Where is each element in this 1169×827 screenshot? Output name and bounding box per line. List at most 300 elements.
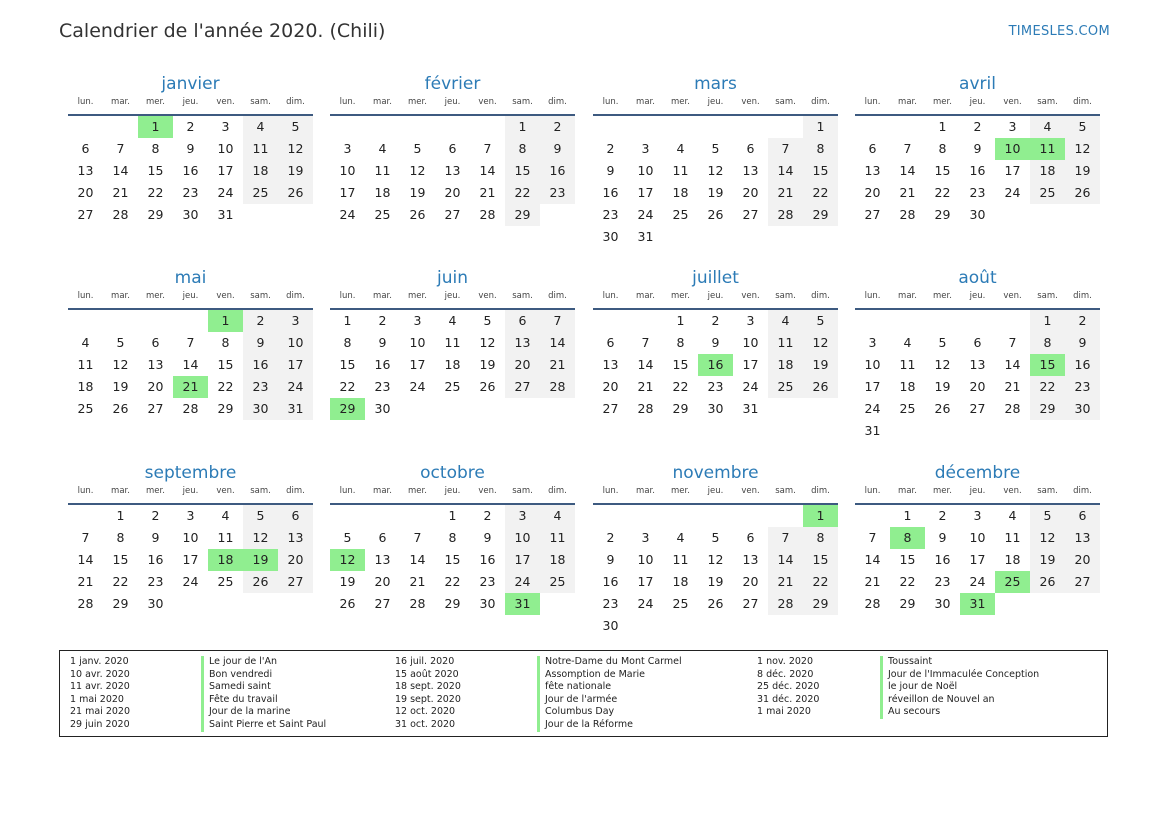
weekday-label: mar. — [898, 486, 917, 496]
legend-date: 12 oct. 2020 — [395, 706, 456, 718]
day-cell: 9 — [973, 141, 982, 156]
day-cell: 6 — [1065, 505, 1100, 527]
day-cell: 17 — [742, 357, 759, 372]
day-cell: 8 — [803, 527, 838, 549]
day-cell: 5 — [711, 530, 720, 545]
day-cell: 21 — [409, 574, 426, 589]
month-name: mai — [174, 268, 207, 288]
day-cell: 14 — [768, 549, 803, 571]
weekday-label: ven. — [741, 486, 760, 496]
day-cell: 6 — [505, 310, 540, 332]
weekday-label: jeu. — [182, 291, 199, 301]
day-cell: 8 — [151, 141, 160, 156]
holiday-day-cell: 16 — [698, 354, 733, 376]
weekday-header — [68, 486, 313, 500]
day-cell: 5 — [483, 313, 492, 328]
day-cell: 5 — [116, 335, 125, 350]
day-cell: 25 — [540, 571, 575, 593]
legend-names-column-1 — [201, 656, 326, 732]
weekday-label: lun. — [77, 486, 94, 496]
holiday-day-cell: 1 — [803, 505, 838, 527]
day-cell: 5 — [1030, 505, 1065, 527]
day-cell: 10 — [637, 163, 654, 178]
weekday-label: ven. — [741, 291, 760, 301]
day-cell: 20 — [602, 379, 619, 394]
weekday-label: mar. — [898, 97, 917, 107]
day-cell: 26 — [112, 401, 129, 416]
month-name: octobre — [420, 463, 485, 483]
weekday-label: ven. — [478, 97, 497, 107]
day-cell: 27 — [444, 207, 461, 222]
day-cell: 30 — [969, 207, 986, 222]
day-cell: 11 — [672, 163, 689, 178]
day-cell: 13 — [742, 163, 759, 178]
page-title: Calendrier de l'année 2020. (Chili) — [59, 20, 386, 42]
month-name: avril — [959, 74, 996, 94]
day-cell: 15 — [444, 552, 461, 567]
day-cell: 13 — [602, 357, 619, 372]
day-cell: 31 — [637, 229, 654, 244]
day-grid — [593, 310, 838, 464]
day-cell: 28 — [182, 401, 199, 416]
day-cell: 19 — [707, 574, 724, 589]
weekday-label: jeu. — [969, 486, 986, 496]
day-cell: 1 — [938, 119, 947, 134]
day-cell: 4 — [243, 116, 278, 138]
day-cell: 28 — [864, 596, 881, 611]
day-cell: 7 — [413, 530, 422, 545]
holiday-day-cell: 19 — [243, 549, 278, 571]
day-cell: 13 — [864, 163, 881, 178]
day-cell: 18 — [243, 160, 278, 182]
day-cell: 2 — [483, 508, 492, 523]
legend-date: 1 nov. 2020 — [757, 656, 813, 667]
weekday-label: sam. — [512, 486, 533, 496]
day-cell: 17 — [339, 185, 356, 200]
day-cell: 25 — [217, 574, 234, 589]
day-cell: 3 — [343, 141, 352, 156]
brand-link[interactable]: TIMESLES.COM — [1008, 24, 1110, 39]
day-cell: 23 — [374, 379, 391, 394]
holiday-day-cell: 11 — [1030, 138, 1065, 160]
day-cell: 10 — [969, 530, 986, 545]
weekday-label: sam. — [775, 97, 796, 107]
day-cell: 5 — [938, 335, 947, 350]
day-cell: 28 — [479, 207, 496, 222]
weekday-header — [855, 291, 1100, 305]
holiday-day-cell: 1 — [138, 116, 173, 138]
weekday-label: lun. — [602, 97, 619, 107]
day-cell: 16 — [540, 160, 575, 182]
day-cell: 21 — [77, 574, 94, 589]
day-cell: 12 — [707, 163, 724, 178]
legend-holiday-name: réveillon de Nouvel an — [880, 694, 1039, 707]
day-cell: 4 — [221, 508, 230, 523]
day-cell: 9 — [711, 335, 720, 350]
day-cell: 29 — [444, 596, 461, 611]
weekday-label: mer. — [146, 97, 165, 107]
day-cell: 25 — [77, 401, 94, 416]
day-cell: 20 — [864, 185, 881, 200]
day-cell: 23 — [602, 207, 619, 222]
day-cell: 26 — [479, 379, 496, 394]
legend-date: 31 oct. 2020 — [395, 718, 456, 730]
day-cell: 25 — [672, 596, 689, 611]
weekday-label: ven. — [1003, 486, 1022, 496]
day-cell: 18 — [444, 357, 461, 372]
day-cell: 1 — [116, 508, 125, 523]
day-cell: 21 — [768, 182, 803, 204]
day-cell: 20 — [374, 574, 391, 589]
weekday-label: mer. — [933, 291, 952, 301]
day-cell: 24 — [637, 596, 654, 611]
day-cell: 22 — [444, 574, 461, 589]
day-cell: 7 — [868, 530, 877, 545]
day-cell: 16 — [1065, 354, 1100, 376]
day-cell: 3 — [1008, 119, 1017, 134]
day-cell: 25 — [444, 379, 461, 394]
weekday-label: jeu. — [444, 486, 461, 496]
weekday-label: jeu. — [969, 291, 986, 301]
legend-date: 1 mai 2020 — [70, 693, 124, 705]
day-cell: 27 — [742, 596, 759, 611]
day-cell: 4 — [81, 335, 90, 350]
day-cell: 23 — [1065, 376, 1100, 398]
day-cell: 5 — [278, 116, 313, 138]
day-cell: 3 — [868, 335, 877, 350]
day-cell: 14 — [899, 163, 916, 178]
weekday-label: ven. — [1003, 97, 1022, 107]
day-cell: 12 — [243, 527, 278, 549]
weekday-label: dim. — [1073, 97, 1092, 107]
day-cell: 24 — [409, 379, 426, 394]
day-cell: 13 — [505, 332, 540, 354]
day-cell: 4 — [448, 313, 457, 328]
weekday-label: lun. — [339, 486, 356, 496]
holiday-day-cell: 25 — [995, 571, 1030, 593]
day-cell: 15 — [934, 163, 951, 178]
legend-dates-column-2 — [395, 656, 461, 732]
weekday-header — [330, 486, 575, 500]
weekday-label: mer. — [933, 97, 952, 107]
day-grid — [593, 116, 838, 270]
day-cell: 29 — [803, 204, 838, 226]
weekday-label: ven. — [216, 291, 235, 301]
legend-date: 10 avr. 2020 — [70, 668, 130, 680]
day-grid — [855, 116, 1100, 270]
weekday-header — [855, 486, 1100, 500]
day-cell: 30 — [243, 398, 278, 420]
day-cell: 18 — [672, 574, 689, 589]
month-name: janvier — [161, 74, 220, 94]
holiday-day-cell: 12 — [330, 549, 365, 571]
day-cell: 20 — [278, 549, 313, 571]
day-grid — [330, 116, 575, 270]
weekday-label: lun. — [602, 486, 619, 496]
day-cell: 27 — [742, 207, 759, 222]
legend-holiday-name: Samedi saint — [201, 681, 326, 694]
legend-holiday-name: Bon vendredi — [201, 669, 326, 682]
legend-date: 8 déc. 2020 — [757, 668, 814, 680]
day-cell: 16 — [243, 354, 278, 376]
day-cell: 26 — [409, 207, 426, 222]
day-cell: 9 — [938, 530, 947, 545]
legend-holiday-name: Jour de la Réforme — [537, 719, 682, 732]
day-cell: 4 — [903, 335, 912, 350]
day-cell: 7 — [903, 141, 912, 156]
day-cell: 6 — [448, 141, 457, 156]
day-cell: 24 — [505, 571, 540, 593]
day-cell: 20 — [147, 379, 164, 394]
day-cell: 6 — [606, 335, 615, 350]
day-cell: 2 — [938, 508, 947, 523]
weekday-label: sam. — [1037, 486, 1058, 496]
day-cell: 30 — [707, 401, 724, 416]
day-cell: 22 — [112, 574, 129, 589]
legend-dates-column-1 — [70, 656, 130, 732]
day-cell: 17 — [1004, 163, 1021, 178]
day-cell: 4 — [540, 505, 575, 527]
day-cell: 29 — [803, 593, 838, 615]
day-grid — [68, 116, 313, 270]
day-cell: 25 — [672, 207, 689, 222]
day-cell: 29 — [672, 401, 689, 416]
legend-holiday-name: Columbus Day — [537, 706, 682, 719]
weekday-header — [330, 291, 575, 305]
day-cell: 30 — [602, 229, 619, 244]
day-cell: 11 — [540, 527, 575, 549]
day-grid — [68, 310, 313, 464]
day-cell: 12 — [707, 552, 724, 567]
day-cell: 26 — [803, 376, 838, 398]
weekday-label: dim. — [286, 291, 305, 301]
day-cell: 9 — [483, 530, 492, 545]
day-cell: 17 — [637, 574, 654, 589]
day-cell: 11 — [77, 357, 94, 372]
day-cell: 3 — [746, 313, 755, 328]
weekday-label: mar. — [373, 486, 392, 496]
weekday-label: jeu. — [182, 97, 199, 107]
day-cell: 25 — [374, 207, 391, 222]
day-cell: 24 — [742, 379, 759, 394]
day-cell: 6 — [746, 141, 755, 156]
month-name: février — [424, 74, 481, 94]
day-cell: 16 — [969, 163, 986, 178]
day-cell: 19 — [409, 185, 426, 200]
holiday-day-cell: 1 — [208, 310, 243, 332]
weekday-label: sam. — [250, 486, 271, 496]
day-cell: 26 — [1030, 571, 1065, 593]
day-cell: 21 — [899, 185, 916, 200]
weekday-label: mer. — [408, 486, 427, 496]
day-cell: 5 — [243, 505, 278, 527]
weekday-label: mer. — [671, 486, 690, 496]
day-cell: 19 — [934, 379, 951, 394]
day-cell: 4 — [1008, 508, 1017, 523]
day-cell: 12 — [409, 163, 426, 178]
legend-date: 29 juin 2020 — [70, 718, 130, 730]
day-cell: 8 — [505, 138, 540, 160]
month-name: novembre — [672, 463, 759, 483]
day-cell: 20 — [77, 185, 94, 200]
day-cell: 9 — [151, 530, 160, 545]
day-cell: 11 — [217, 530, 234, 545]
day-cell: 26 — [339, 596, 356, 611]
month-name: juillet — [692, 268, 739, 288]
day-cell: 10 — [278, 332, 313, 354]
day-cell: 10 — [864, 357, 881, 372]
holiday-day-cell: 21 — [173, 376, 208, 398]
legend-date: 18 sept. 2020 — [395, 681, 461, 693]
weekday-label: ven. — [1003, 291, 1022, 301]
month-name: août — [958, 268, 997, 288]
day-cell: 21 — [637, 379, 654, 394]
day-cell: 24 — [864, 401, 881, 416]
day-cell: 31 — [742, 401, 759, 416]
day-cell: 30 — [147, 596, 164, 611]
day-cell: 27 — [1065, 571, 1100, 593]
weekday-header — [68, 97, 313, 111]
weekday-label: jeu. — [444, 97, 461, 107]
weekday-label: mar. — [636, 486, 655, 496]
legend-date: 25 déc. 2020 — [757, 681, 820, 693]
day-cell: 11 — [768, 332, 803, 354]
weekday-label: jeu. — [707, 291, 724, 301]
day-cell: 30 — [479, 596, 496, 611]
weekday-label: ven. — [216, 486, 235, 496]
day-cell: 4 — [378, 141, 387, 156]
day-cell: 7 — [483, 141, 492, 156]
day-cell: 3 — [973, 508, 982, 523]
day-cell: 28 — [768, 204, 803, 226]
day-cell: 18 — [1004, 552, 1021, 567]
day-cell: 22 — [934, 185, 951, 200]
day-cell: 8 — [1030, 332, 1065, 354]
holiday-day-cell: 29 — [330, 398, 365, 420]
day-cell: 10 — [339, 163, 356, 178]
day-cell: 28 — [1004, 401, 1021, 416]
day-cell: 27 — [147, 401, 164, 416]
day-cell: 8 — [448, 530, 457, 545]
day-cell: 27 — [374, 596, 391, 611]
day-cell: 2 — [711, 313, 720, 328]
legend-date: 31 déc. 2020 — [757, 693, 820, 705]
weekday-label: ven. — [216, 97, 235, 107]
day-cell: 12 — [479, 335, 496, 350]
day-cell: 18 — [672, 185, 689, 200]
day-cell: 10 — [409, 335, 426, 350]
weekday-label: lun. — [77, 97, 94, 107]
day-cell: 8 — [676, 335, 685, 350]
day-cell: 10 — [637, 552, 654, 567]
day-cell: 11 — [243, 138, 278, 160]
day-cell: 10 — [505, 527, 540, 549]
day-cell: 11 — [899, 357, 916, 372]
day-cell: 5 — [343, 530, 352, 545]
day-cell: 28 — [637, 401, 654, 416]
legend-date: 1 janv. 2020 — [70, 656, 129, 667]
day-cell: 22 — [803, 571, 838, 593]
day-cell: 14 — [768, 160, 803, 182]
day-cell: 27 — [864, 207, 881, 222]
weekday-label: mar. — [111, 486, 130, 496]
day-cell: 4 — [676, 530, 685, 545]
day-cell: 13 — [444, 163, 461, 178]
day-cell: 12 — [934, 357, 951, 372]
day-cell: 15 — [803, 160, 838, 182]
day-cell: 18 — [374, 185, 391, 200]
day-cell: 16 — [479, 552, 496, 567]
holiday-day-cell: 31 — [505, 593, 540, 615]
day-cell: 27 — [77, 207, 94, 222]
day-cell: 19 — [1065, 160, 1100, 182]
month-name: septembre — [144, 463, 237, 483]
day-cell: 8 — [221, 335, 230, 350]
day-grid — [593, 505, 838, 659]
legend-holiday-name: Jour de la marine — [201, 706, 326, 719]
day-cell: 24 — [339, 207, 356, 222]
day-cell: 15 — [505, 160, 540, 182]
day-cell: 8 — [803, 138, 838, 160]
day-cell: 27 — [278, 571, 313, 593]
day-cell: 5 — [711, 141, 720, 156]
weekday-label: sam. — [250, 97, 271, 107]
weekday-label: dim. — [548, 291, 567, 301]
weekday-label: dim. — [811, 97, 830, 107]
day-cell: 1 — [448, 508, 457, 523]
weekday-label: sam. — [250, 291, 271, 301]
day-cell: 1 — [676, 313, 685, 328]
month-name: décembre — [934, 463, 1021, 483]
day-cell: 13 — [77, 163, 94, 178]
day-cell: 7 — [768, 138, 803, 160]
weekday-label: ven. — [478, 291, 497, 301]
day-cell: 30 — [934, 596, 951, 611]
day-cell: 14 — [1004, 357, 1021, 372]
day-cell: 16 — [182, 163, 199, 178]
day-cell: 13 — [147, 357, 164, 372]
weekday-label: sam. — [775, 486, 796, 496]
day-cell: 26 — [707, 596, 724, 611]
weekday-label: dim. — [1073, 291, 1092, 301]
holiday-day-cell: 10 — [995, 138, 1030, 160]
day-cell: 23 — [540, 182, 575, 204]
weekday-header — [593, 291, 838, 305]
day-cell: 9 — [243, 332, 278, 354]
day-cell: 3 — [413, 313, 422, 328]
day-cell: 22 — [217, 379, 234, 394]
day-cell: 25 — [899, 401, 916, 416]
day-cell: 30 — [374, 401, 391, 416]
day-cell: 23 — [969, 185, 986, 200]
day-cell: 1 — [343, 313, 352, 328]
day-cell: 19 — [112, 379, 129, 394]
day-cell: 9 — [186, 141, 195, 156]
weekday-label: mar. — [111, 291, 130, 301]
weekday-label: mer. — [146, 291, 165, 301]
day-cell: 7 — [1008, 335, 1017, 350]
day-cell: 13 — [278, 527, 313, 549]
day-cell: 2 — [606, 530, 615, 545]
day-cell: 30 — [1065, 398, 1100, 420]
day-cell: 22 — [147, 185, 164, 200]
day-cell: 22 — [899, 574, 916, 589]
weekday-label: mar. — [898, 291, 917, 301]
day-cell: 6 — [746, 530, 755, 545]
day-cell: 4 — [1030, 116, 1065, 138]
day-cell: 27 — [602, 401, 619, 416]
day-cell: 15 — [339, 357, 356, 372]
